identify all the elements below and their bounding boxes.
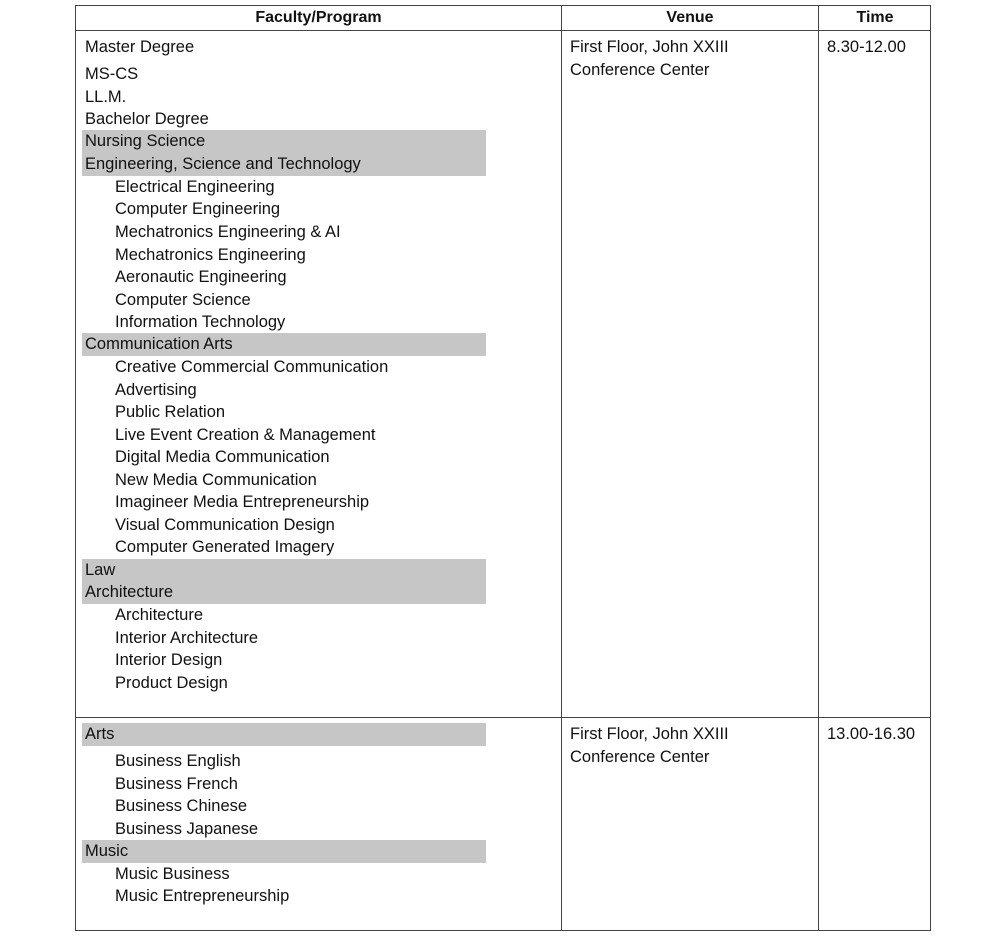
program-item: Mechatronics Engineering	[115, 246, 306, 264]
program-item: Electrical Engineering	[115, 178, 275, 196]
program-item: Business Chinese	[115, 797, 248, 815]
program-item: Information Technology	[115, 313, 286, 331]
program-item: Aeronautic Engineering	[115, 268, 287, 286]
program-item: Architecture	[115, 606, 204, 624]
session-2-time: 13.00-16.30	[827, 725, 916, 743]
faculty-heading: Music	[82, 840, 486, 863]
program-item: Business Japanese	[115, 820, 259, 838]
program-item: Interior Architecture	[115, 629, 259, 647]
faculty-heading: Communication Arts	[82, 333, 486, 356]
faculty-heading: Arts	[82, 723, 486, 746]
faculty-heading: Engineering, Science and Technology	[82, 153, 486, 176]
venue-line: First Floor, John XXIII	[570, 38, 729, 56]
program-item: Visual Communication Design	[115, 516, 335, 534]
program-item: Computer Generated Imagery	[115, 538, 335, 556]
program-item: Computer Engineering	[115, 200, 281, 218]
program-item: Imagineer Media Entrepreneurship	[115, 493, 370, 511]
program-item: Product Design	[115, 674, 228, 692]
faculty-heading: Nursing Science	[82, 130, 486, 153]
program-item: Business French	[115, 775, 238, 793]
program-item: Digital Media Communication	[115, 448, 330, 466]
schedule-table	[75, 5, 931, 931]
header-venue: Venue	[666, 9, 714, 26]
header-time: Time	[856, 9, 894, 26]
session-2-venue	[570, 723, 729, 768]
header-divider	[76, 30, 930, 31]
row-divider	[76, 717, 930, 718]
program-item: New Media Communication	[115, 471, 317, 489]
degree-item: Master Degree	[85, 38, 195, 56]
degree-item: Bachelor Degree	[85, 110, 209, 128]
session-1-venue	[570, 36, 729, 81]
program-item: Public Relation	[115, 403, 226, 421]
faculty-heading: Law	[82, 559, 486, 582]
venue-line: Conference Center	[570, 60, 710, 79]
program-item: Computer Science	[115, 291, 251, 309]
program-item: Business English	[115, 752, 241, 770]
program-item: Music Entrepreneurship	[115, 887, 290, 905]
program-item: Interior Design	[115, 651, 223, 669]
column-divider	[561, 6, 562, 930]
column-divider	[818, 6, 819, 930]
degree-item: MS-CS	[85, 65, 139, 83]
program-item: Live Event Creation & Management	[115, 426, 376, 444]
venue-line: Conference Center	[570, 747, 710, 766]
header-program: Faculty/Program	[255, 9, 382, 26]
program-item: Advertising	[115, 381, 197, 399]
program-item: Creative Commercial Communication	[115, 358, 389, 376]
venue-line: First Floor, John XXIII	[570, 725, 729, 743]
program-item: Mechatronics Engineering & AI	[115, 223, 341, 241]
faculty-heading: Architecture	[82, 581, 486, 604]
program-item: Music Business	[115, 865, 230, 883]
degree-item: LL.M.	[85, 88, 127, 106]
session-1-time: 8.30-12.00	[827, 38, 906, 56]
